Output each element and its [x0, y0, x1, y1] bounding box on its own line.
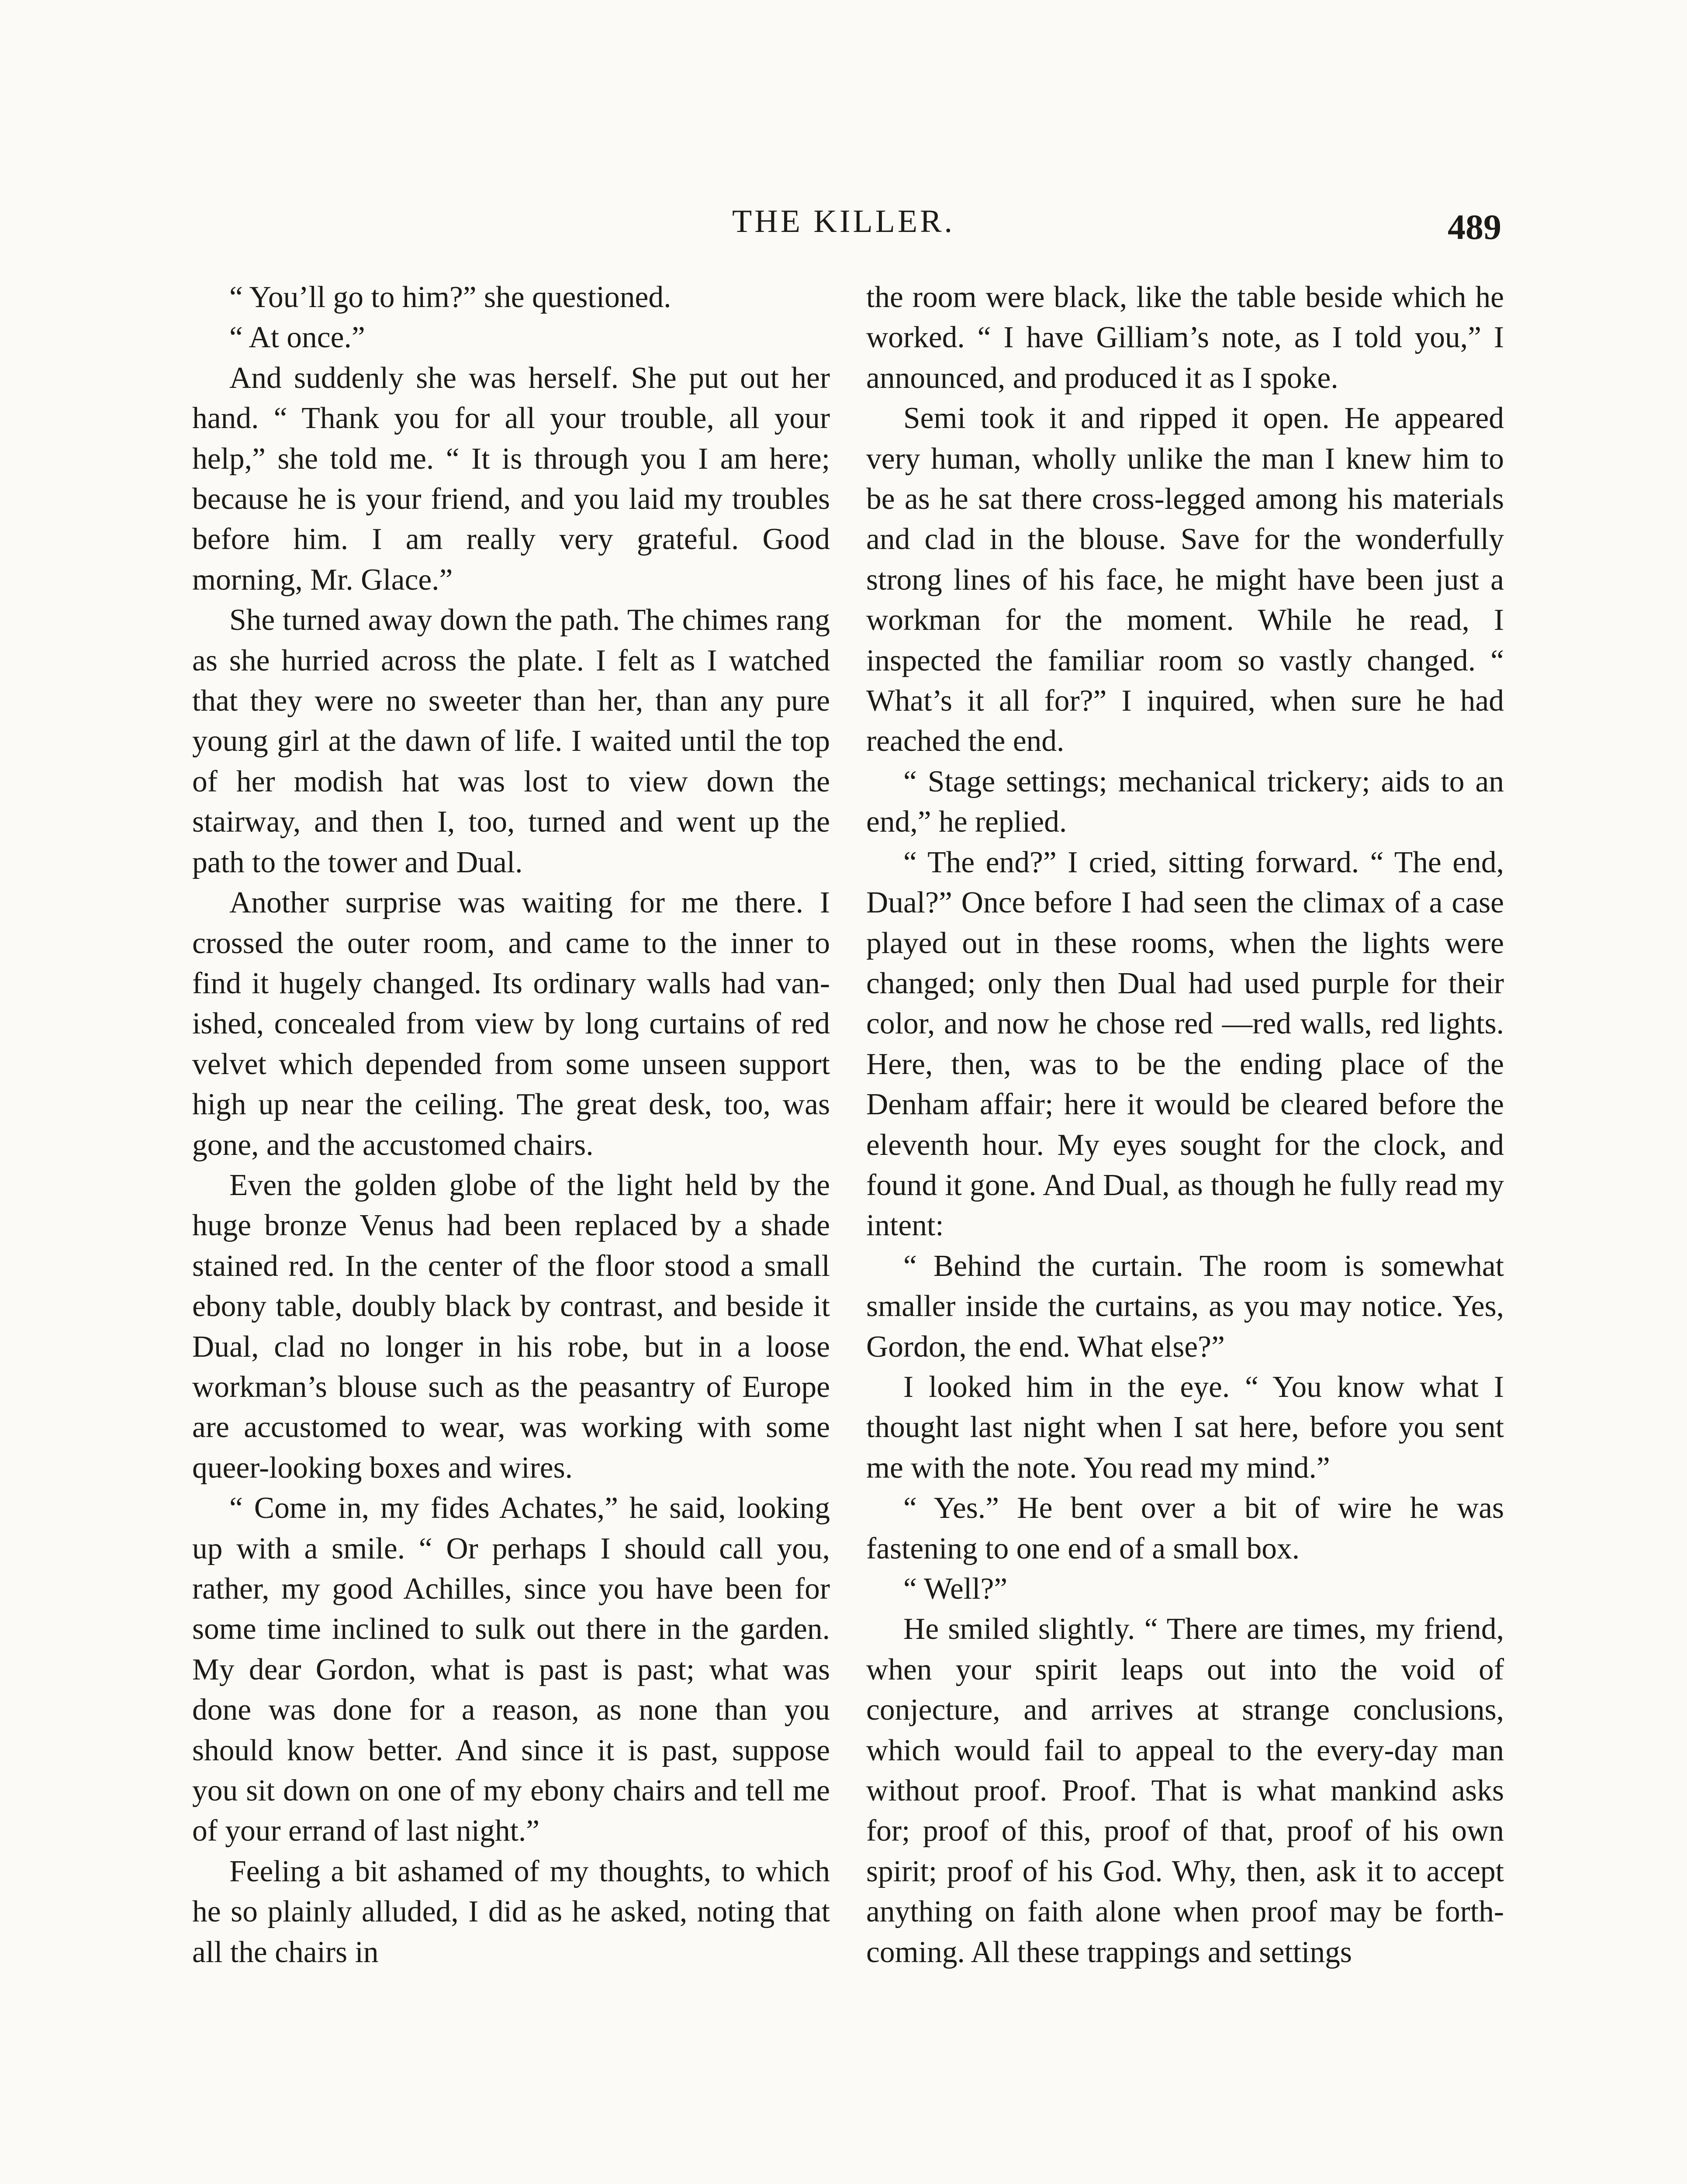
paragraph: “ You’ll go to him?” she questioned.	[229, 280, 671, 314]
paragraph: And suddenly she was herself. She put out her hand. “ Thank you for all your trouble, all your help,” she told me. “ It is through you I am here; because he is your friend, and you laid my troubles before him. I am really very grateful. Good morning, Mr. Glace.”	[192, 361, 830, 597]
page-header	[0, 203, 1687, 251]
paragraph: “ Stage settings; mechanical trickery; aids to an end,” he replied.	[866, 764, 1504, 839]
right-column	[866, 277, 1504, 2184]
paragraph: I looked him in the eye. “ You know what I thought last night when I sat here, before you sent me with the note. You read my mind.”	[866, 1370, 1504, 1485]
paragraph: “ The end?” I cried, sitting forward. “ The end, Dual?” Once before I had seen the climax of a case played out in these rooms, when the lights were changed; only then Dual had used purple for their color, and now he chose red —red walls, red lights. Here, then, was to be the ending place of the Denham affair; here it would be cleared before the eleventh hour. My eyes sought for the clock, and found it gone. And Dual, as though he fully read my intent:	[866, 845, 1504, 1243]
paragraph: Even the golden globe of the light held by the huge bronze Venus had been replaced by a shade stained red. In the center of the floor stood a small ebony table, doubly black by contrast, and beside it Dual, clad no longer in his robe, but in a loose workman’s blouse such as the peasantry of Europe are accustomed to wear, was working with some queer-looking boxes and wires.	[192, 1168, 830, 1485]
left-column	[192, 277, 830, 2184]
paragraph: “ Behind the curtain. The room is somewhat smaller inside the curtains, as you may notice. Yes, Gordon, the end. What else?”	[866, 1249, 1504, 1364]
paragraph: “ Well?”	[903, 1572, 1008, 1606]
paragraph: Semi took it and ripped it open. He appeared very human, wholly unlike the man I knew him to be as he sat there cross-legged among his materials and clad in the blouse. Save for the wonderfully strong lines of his face, he might have been just a workman for the moment. While he read, I inspected the familiar room so vastly changed. “ What’s it all for?” I inquired, when sure he had reached the end.	[866, 401, 1504, 758]
paragraph-continued: the room were black, like the table beside which he worked. “ I have Gilliam’s note, as I told you,” I announced, and produced it as I spoke.	[866, 280, 1504, 395]
paragraph: She turned away down the path. The chimes rang as she hurried across the plate. I felt as I watched that they were no sweeter than her, than any pure young girl at the dawn of life. I waited until the top of her modish hat was lost to view down the stairway, and then I, too, turned and went up the path to the tower and Dual.	[192, 603, 830, 879]
paragraph: He smiled slightly. “ There are times, my friend, when your spirit leaps out into the void of conjecture, and arrives at strange conclusions, which would fail to appeal to the every-day man without proof. Proof. That is what mankind asks for; proof of this, proof of that, proof of his own spirit; proof of his God. Why, then, ask it to accept anything on faith alone when proof may be forthcoming. All these trappings and settings	[866, 1612, 1504, 1969]
running-title: THE KILLER.	[732, 204, 955, 239]
paragraph: “ Come in, my fides Achates,” he said, looking up with a smile. “ Or perhaps I should call you, rather, my good Achilles, since you have been for some time inclined to sulk out there in the garden. My dear Gordon, what is past is past; what was done was done for a reason, as none than you should know better. And since it is past, suppose you sit down on one of my ebony chairs and tell me of your errand of last night.”	[192, 1491, 830, 1848]
paragraph: Another surprise was waiting for me there. I crossed the outer room, and came to the inner to find it hugely changed. Its ordinary walls had vanished, concealed from view by long curtains of red velvet which depended from some unseen support high up near the ceiling. The great desk, too, was gone, and the accustomed chairs.	[192, 886, 830, 1162]
paragraph: “ Yes.” He bent over a bit of wire he was fastening to one end of a small box.	[866, 1491, 1504, 1565]
paragraph: “ At once.”	[229, 321, 365, 355]
paragraph: Feeling a bit ashamed of my thoughts, to which he so plainly alluded, I did as he asked, noting that all the chairs in	[192, 1854, 830, 1969]
page-number: 489	[1448, 207, 1501, 247]
